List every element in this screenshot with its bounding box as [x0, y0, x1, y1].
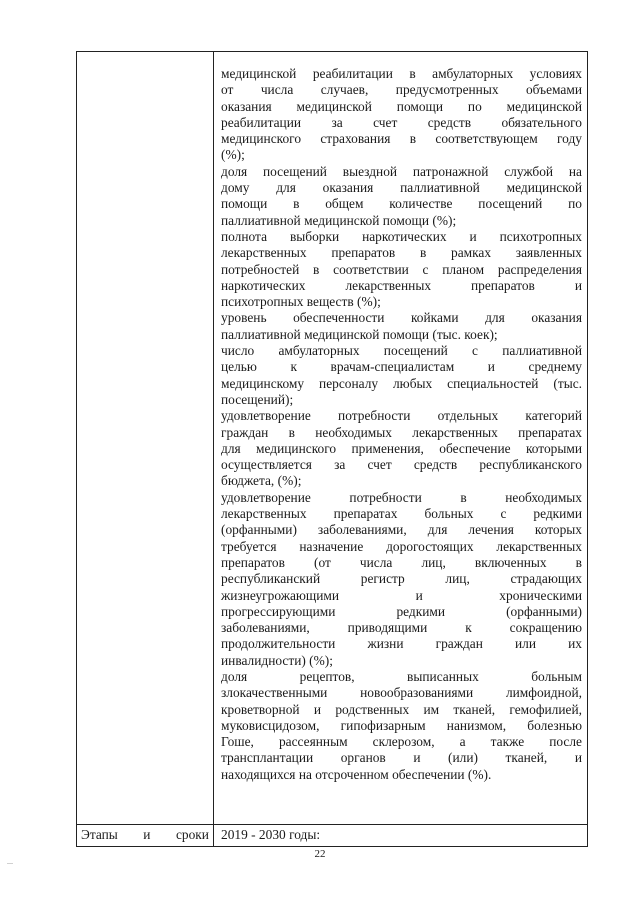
indicator-paragraph — [221, 669, 582, 783]
indicator-paragraph — [221, 229, 582, 310]
indicator-line: бюджета, (%); — [221, 473, 302, 489]
table-cell-label-empty — [77, 52, 214, 824]
table-cell-stages-value: 2019 - 2030 годы: — [221, 827, 321, 842]
indicator-line: препаратов (от числа лиц, включенных в — [221, 554, 582, 570]
indicator-line: лекарственных препаратов в рамках заявленных — [221, 245, 582, 261]
page-number: 22 — [314, 848, 326, 860]
stages-label-word: и — [143, 827, 151, 842]
indicator-line: уровень обеспеченности койками для оказания — [221, 310, 582, 326]
indicator-line: медицинской реабилитации в амбулаторных условиях — [221, 66, 582, 81]
indicator-line: лекарственных препаратах больных с редкими — [221, 506, 582, 522]
indicator-line: паллиативной медицинской помощи (%); — [221, 212, 457, 228]
indicator-paragraph — [221, 490, 582, 669]
indicator-line: доля рецептов, выписанных больным — [221, 668, 582, 684]
table-cell-stages-label — [77, 825, 214, 846]
indicator-line: целью к врачам-специалистам и среднему — [221, 359, 582, 375]
indicator-line: граждан в необходимых лекарственных препаратах — [221, 424, 582, 440]
indicator-line: республиканский регистр лиц, страдающих — [221, 571, 582, 587]
indicator-line: Гоше, рассеянным склерозом, а также после — [221, 734, 582, 750]
indicator-line: (%); — [221, 147, 245, 163]
indicator-line: удовлетворение потребности отдельных категорий — [221, 408, 582, 424]
indicator-paragraph — [221, 310, 582, 343]
indicator-paragraph — [221, 343, 582, 408]
indicator-line: психотропных веществ (%); — [221, 294, 381, 310]
indicator-line: паллиативной медицинской помощи (тыс. коек); — [221, 326, 498, 342]
indicator-line: полнота выборки наркотических и психотропных — [221, 228, 582, 244]
indicator-line: оказания медицинской помощи по медицинской — [221, 98, 582, 114]
document-table — [76, 51, 588, 847]
stages-label-word: Этапы — [81, 827, 118, 842]
table-cell-indicators — [214, 52, 587, 824]
indicator-line: кроветворной и родственных им тканей, гемофилией, — [221, 701, 582, 717]
indicator-line: от числа случаев, предусмотренных объемами — [221, 82, 582, 98]
stages-label-word: сроки — [175, 827, 209, 842]
indicator-line: доля посещений выездной патронажной службой на — [221, 163, 582, 179]
indicator-line: заболеваниями, приводящими к сокращению — [221, 620, 582, 636]
indicator-line: медицинскому персоналу любых специальностей (тыс. — [221, 375, 582, 391]
indicator-line: удовлетворение потребности в необходимых — [221, 489, 582, 505]
indicator-line: для медицинского применения, обеспечение которыми — [221, 440, 582, 456]
indicator-line: реабилитации за счет средств обязательного — [221, 114, 582, 130]
indicator-line: наркотических лекарственных препаратов и — [221, 277, 582, 293]
indicator-line: жизнеугрожающими и хроническими — [221, 587, 582, 603]
indicator-line: дому для оказания паллиативной медицинской — [221, 180, 582, 196]
indicator-line: требуется назначение дорогостоящих лекарственных — [221, 538, 582, 554]
indicator-line: прогрессирующими редкими (орфанными) — [221, 603, 582, 619]
indicator-paragraph — [221, 66, 582, 164]
indicator-line: трансплантации органов и (или) тканей, и — [221, 750, 582, 766]
table-row-stages — [77, 825, 587, 846]
indicator-line: муковисцидозом, гипофизарным нанизмом, болезнью — [221, 717, 582, 733]
indicator-line: медицинского страхования в соответствующем году — [221, 131, 582, 147]
indicator-line: продолжительности жизни граждан или их — [221, 636, 582, 652]
table-row-indicators — [77, 52, 587, 825]
indicator-line: помощи в общем количестве посещений по — [221, 196, 582, 212]
indicator-line: злокачественными новообразованиями лимфоидной, — [221, 685, 582, 701]
indicator-line: посещений); — [221, 391, 294, 407]
indicator-line: осуществляется за счет средств республиканского — [221, 457, 582, 473]
indicator-line: инвалидности) (%); — [221, 652, 333, 668]
indicator-paragraph — [221, 164, 582, 229]
indicator-line: находящихся на отсроченном обеспечении (%). — [221, 766, 492, 782]
indicator-line: число амбулаторных посещений с паллиативной — [221, 343, 582, 359]
scan-mark: ... — [7, 857, 13, 866]
indicator-paragraph — [221, 408, 582, 489]
indicator-line: (орфанными) заболеваниями, для лечения которых — [221, 522, 582, 538]
indicator-line: потребностей в соответствии с планом распределения — [221, 261, 582, 277]
